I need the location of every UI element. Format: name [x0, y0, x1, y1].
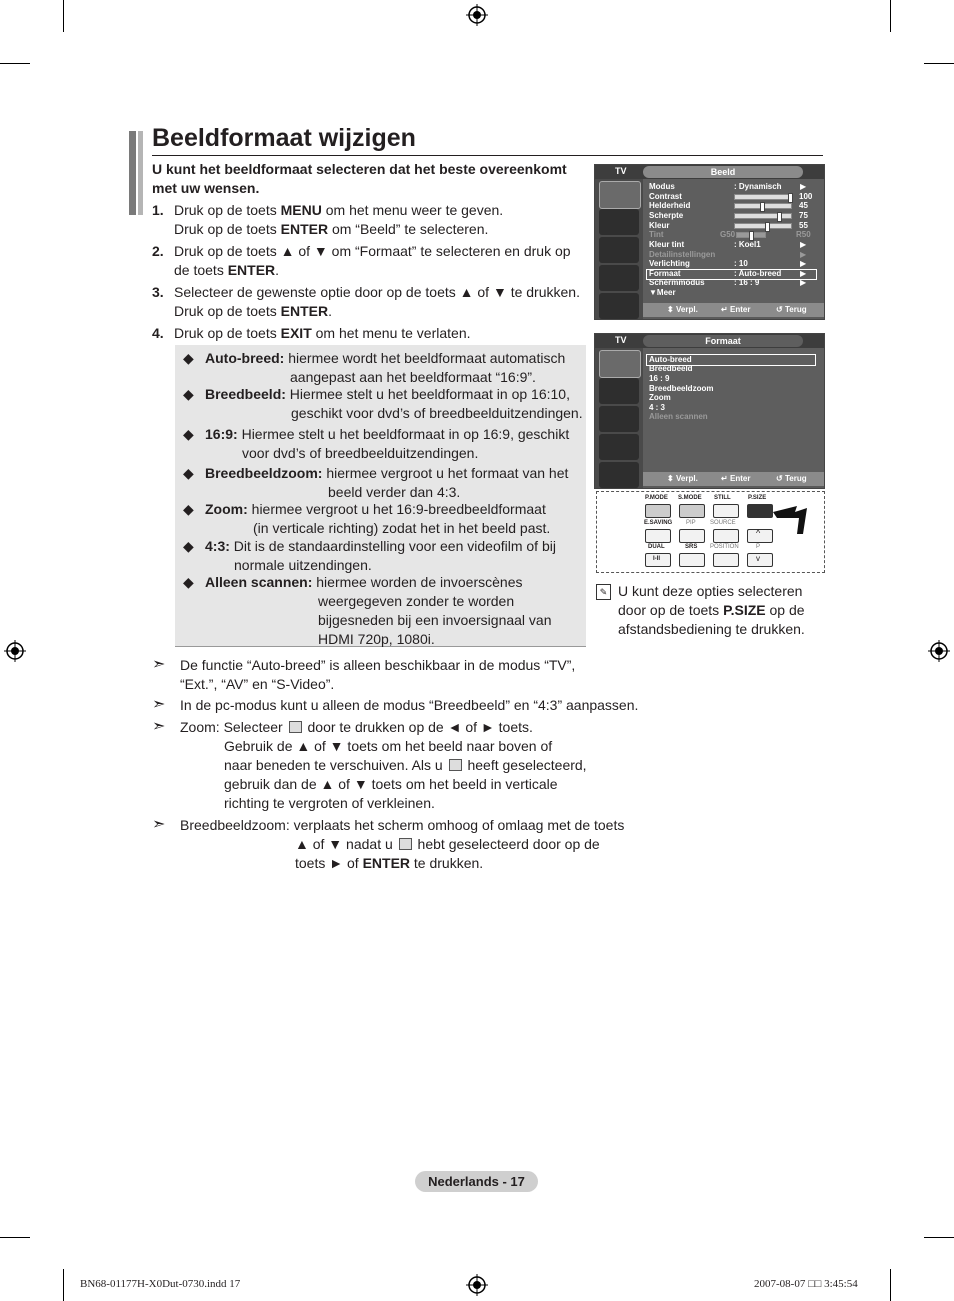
menu-sidebar [595, 179, 643, 319]
pmode-button[interactable] [645, 504, 671, 518]
registration-mark-icon [4, 640, 26, 662]
value-contrast: 100 [799, 192, 813, 201]
title-rule [152, 155, 823, 156]
diamond-bullet-icon: ◆ [183, 501, 194, 517]
title-accent-bar [138, 131, 143, 215]
menu-row-tint: Tint [649, 230, 664, 239]
value-tint-g: G50 [720, 230, 736, 239]
footer-move: Verpl. [676, 474, 698, 483]
remote-label-source: SOURCE [710, 520, 736, 526]
note-arrow-icon: ➣ [152, 816, 166, 833]
move-icon: ⬍ [667, 305, 674, 314]
page-title: Beeldformaat wijzigen [152, 124, 416, 152]
diamond-bullet-icon: ◆ [183, 538, 194, 554]
arrow-right-icon: ▶ [800, 182, 807, 191]
crop-mark [890, 0, 891, 32]
esaving-button[interactable] [645, 529, 671, 543]
registration-mark-icon [466, 4, 488, 26]
pip-button[interactable] [679, 529, 705, 543]
remote-label-smode: S.MODE [678, 495, 702, 501]
input-menu-icon[interactable] [599, 293, 639, 319]
menu-footer [643, 303, 824, 317]
dual-button-text: I-II [653, 556, 660, 562]
crop-mark [0, 63, 30, 64]
remote-label-pip: PIP [686, 520, 696, 526]
down-button[interactable] [747, 553, 773, 567]
intro-text: U kunt het beeldformaat selecteren dat het beste overeenkomt met uw wensen. [152, 161, 567, 196]
remote-label-position: POSITION [710, 544, 739, 550]
note-icon: ✎ [596, 584, 611, 600]
remote-label-srs: SRS [685, 544, 698, 550]
formaat-option-zoom[interactable]: Zoom [649, 393, 671, 402]
sound-menu-icon[interactable] [599, 209, 639, 235]
diamond-bullet-icon: ◆ [183, 426, 194, 442]
setup-menu-icon[interactable] [599, 265, 639, 291]
value-kleur-tint: : Koel1 [734, 240, 761, 249]
crop-mark [0, 1237, 30, 1238]
diamond-bullet-icon: ◆ [183, 386, 194, 402]
value-helderheid: 45 [799, 201, 808, 210]
slug-date: 2007-08-07 □□ 3:45:54 [754, 1278, 858, 1290]
crop-mark [924, 63, 954, 64]
note-arrow-icon: ➣ [152, 656, 166, 673]
page-number: Nederlands - 17 [415, 1171, 538, 1192]
step-3: 3. Selecteer de gewenste optie door op de toets ▲ of ▼ te drukken. Druk op de toets ENTER. [152, 284, 580, 319]
zoom-mode-icon [449, 759, 462, 771]
step-number: 2. [152, 243, 164, 259]
channel-menu-icon[interactable] [599, 237, 639, 263]
footer-back: Terug [785, 305, 807, 314]
steps-list [152, 201, 584, 347]
tint-slider [736, 232, 766, 238]
menu-sidebar [595, 348, 643, 488]
remote-label-still: STILL [714, 495, 731, 501]
menu-tv-label: TV [615, 335, 627, 345]
zoom-mode-icon [289, 721, 302, 733]
step-4: 4. Druk op de toets EXIT om het menu te verlaten. [152, 325, 471, 341]
value-kleur: 55 [799, 221, 808, 230]
formaat-option-auto-breed[interactable]: Auto-breed [649, 355, 692, 364]
menu-tv-label: TV [615, 166, 627, 176]
crop-mark [890, 1269, 891, 1301]
diamond-bullet-icon: ◆ [183, 465, 194, 481]
menu-row-contrast[interactable]: Contrast [649, 192, 682, 201]
title-accent-bar [129, 131, 136, 215]
footer-move: Verpl. [676, 305, 698, 314]
value-schermmodus: : 16 : 9 [734, 278, 760, 287]
arrow-right-icon: ▶ [800, 240, 807, 249]
remote-label-dual: DUAL [648, 544, 665, 550]
position-mode-icon [399, 838, 412, 850]
picture-menu-icon[interactable] [599, 181, 641, 209]
arrow-right-icon: ▶ [800, 259, 807, 268]
diamond-bullet-icon: ◆ [183, 350, 194, 366]
diamond-bullet-icon: ◆ [183, 574, 194, 590]
setup-menu-icon[interactable] [599, 434, 639, 460]
menu-row-kleur[interactable]: Kleur [649, 221, 670, 230]
enter-icon: ↵ [721, 474, 728, 483]
registration-mark-icon [928, 640, 950, 662]
note-arrow-icon: ➣ [152, 718, 166, 735]
up-button[interactable] [747, 529, 773, 543]
menu-row-verlichting[interactable]: Verlichting [649, 259, 690, 268]
menu-row-detailinstellingen: Detailinstellingen [649, 250, 716, 259]
chevron-down-icon: v [756, 554, 760, 563]
sound-menu-icon[interactable] [599, 378, 639, 404]
enter-icon: ↵ [721, 305, 728, 314]
smode-button[interactable] [679, 504, 705, 518]
footer-back: Terug [785, 474, 807, 483]
remote-label-pmode: P.MODE [645, 495, 668, 501]
tv-menu-formaat [594, 333, 825, 489]
step-1 [152, 201, 584, 238]
channel-menu-icon[interactable] [599, 406, 639, 432]
return-icon: ↺ [776, 305, 783, 314]
menu-row-modus[interactable]: Modus [649, 182, 675, 191]
menu-row-schermmodus[interactable]: Schermmodus [649, 278, 705, 287]
move-icon: ⬍ [667, 474, 674, 483]
menu-row-meer[interactable]: ▼Meer [649, 288, 676, 297]
source-button[interactable] [713, 529, 739, 543]
menu-footer [643, 472, 824, 486]
arrow-right-icon: ▶ [800, 269, 807, 278]
menu-header-title: Formaat [643, 335, 803, 347]
tv-menu-beeld [594, 164, 825, 320]
psize-button[interactable] [747, 504, 773, 518]
arrow-right-icon: ▶ [800, 278, 807, 287]
registration-mark-icon [466, 1274, 488, 1296]
formaat-option-4-3[interactable]: 4 : 3 [649, 403, 666, 412]
dual-button[interactable] [645, 553, 671, 567]
step-line: Druk op de toets ENTER om “Beeld” te selecteren. [174, 220, 489, 237]
helderheid-slider[interactable] [734, 203, 792, 209]
value-modus: : Dynamisch [734, 182, 782, 191]
value-scherpte: 75 [799, 211, 808, 220]
scherpte-slider[interactable] [734, 213, 792, 219]
crop-mark [63, 0, 64, 32]
return-icon: ↺ [776, 474, 783, 483]
remote-label-p: P [756, 544, 761, 550]
arrow-right-icon: ▶ [800, 250, 807, 259]
note-arrow-icon: ➣ [152, 696, 166, 713]
formaat-option-breedbeeldzoom[interactable]: Breedbeeldzoom [649, 384, 714, 393]
srs-button[interactable] [679, 553, 705, 567]
menu-row-scherpte[interactable]: Scherpte [649, 211, 684, 220]
step-2: 2. Druk op de toets ▲ of ▼ om “Formaat” te selecteren en druk op de toets ENTER. [152, 243, 571, 278]
menu-row-formaat[interactable]: Formaat [649, 269, 681, 278]
value-formaat: : Auto-breed [734, 269, 782, 278]
contrast-slider[interactable] [734, 194, 792, 200]
value-tint-r: R50 [796, 230, 811, 239]
menu-row-helderheid[interactable]: Helderheid [649, 201, 691, 210]
crop-mark [63, 1269, 64, 1301]
formaat-option-alleen-scannen: Alleen scannen [649, 412, 708, 421]
step-number: 4. [152, 325, 164, 341]
input-menu-icon[interactable] [599, 462, 639, 488]
value-verlichting: : 10 [734, 259, 748, 268]
remote-label-psize: P.SIZE [748, 495, 767, 501]
menu-row-kleur-tint[interactable]: Kleur tint [649, 240, 685, 249]
remote-label-esaving: E.SAVING [644, 520, 673, 526]
kleur-slider[interactable] [734, 223, 792, 229]
footer-enter: Enter [730, 305, 751, 314]
step-number: 3. [152, 284, 164, 300]
formaat-option-16-9[interactable]: 16 : 9 [649, 374, 670, 383]
step-number: 1. [152, 202, 164, 218]
side-note: U kunt deze opties selecteren door op de toets P.SIZE op de afstandsbediening te drukken. [618, 583, 805, 637]
remote-control-illustration [596, 491, 825, 573]
options-box: ◆ Auto-breed: hiermee wordt het beeldformaat automatisch aangepast aan het beeldformaat “16:9”. ◆ Breedbeeld: Hiermee stelt u het beeldformaat in op 16:10, geschikt voor dvd’s of breedbeelduitzendingen. ◆ 16:9: Hiermee stelt u het beeldformaat in op 16:9, geschikt voor dvd’s of breedbeelduitzendingen. ◆ Breedbeeldzoom: hiermee vergroot u het formaat van het beeld verder dan 4:3. ◆ Zoom: hiermee vergroot u het 16:9-breedbeeldformaat (in verticale richting) zodat het in het beeld past. ◆ 4:3: Dit is de standaardinstelling voor een videofilm of bij normale uitzendingen. ◆ Alleen scannen: hiermee worden de invoerscènes weergegeven zonder te worden bijgesneden bij een invoersignaal van HDMI 720p, 1080i. [175, 345, 586, 647]
crop-mark [924, 1237, 954, 1238]
menu-header-title: Beeld [643, 166, 803, 178]
position-button[interactable] [713, 553, 739, 567]
chevron-up-icon: ^ [756, 528, 761, 538]
slug-file: BN68-01177H-X0Dut-0730.indd 17 [80, 1278, 241, 1290]
footer-enter: Enter [730, 474, 751, 483]
formaat-option-breedbeeld[interactable]: Breedbeeld [649, 364, 693, 373]
still-button[interactable] [713, 504, 739, 518]
pointing-hand-icon [773, 498, 813, 538]
step-line: Druk op de toets MENU om het menu weer te geven. [174, 202, 504, 218]
picture-menu-icon[interactable] [599, 350, 641, 378]
